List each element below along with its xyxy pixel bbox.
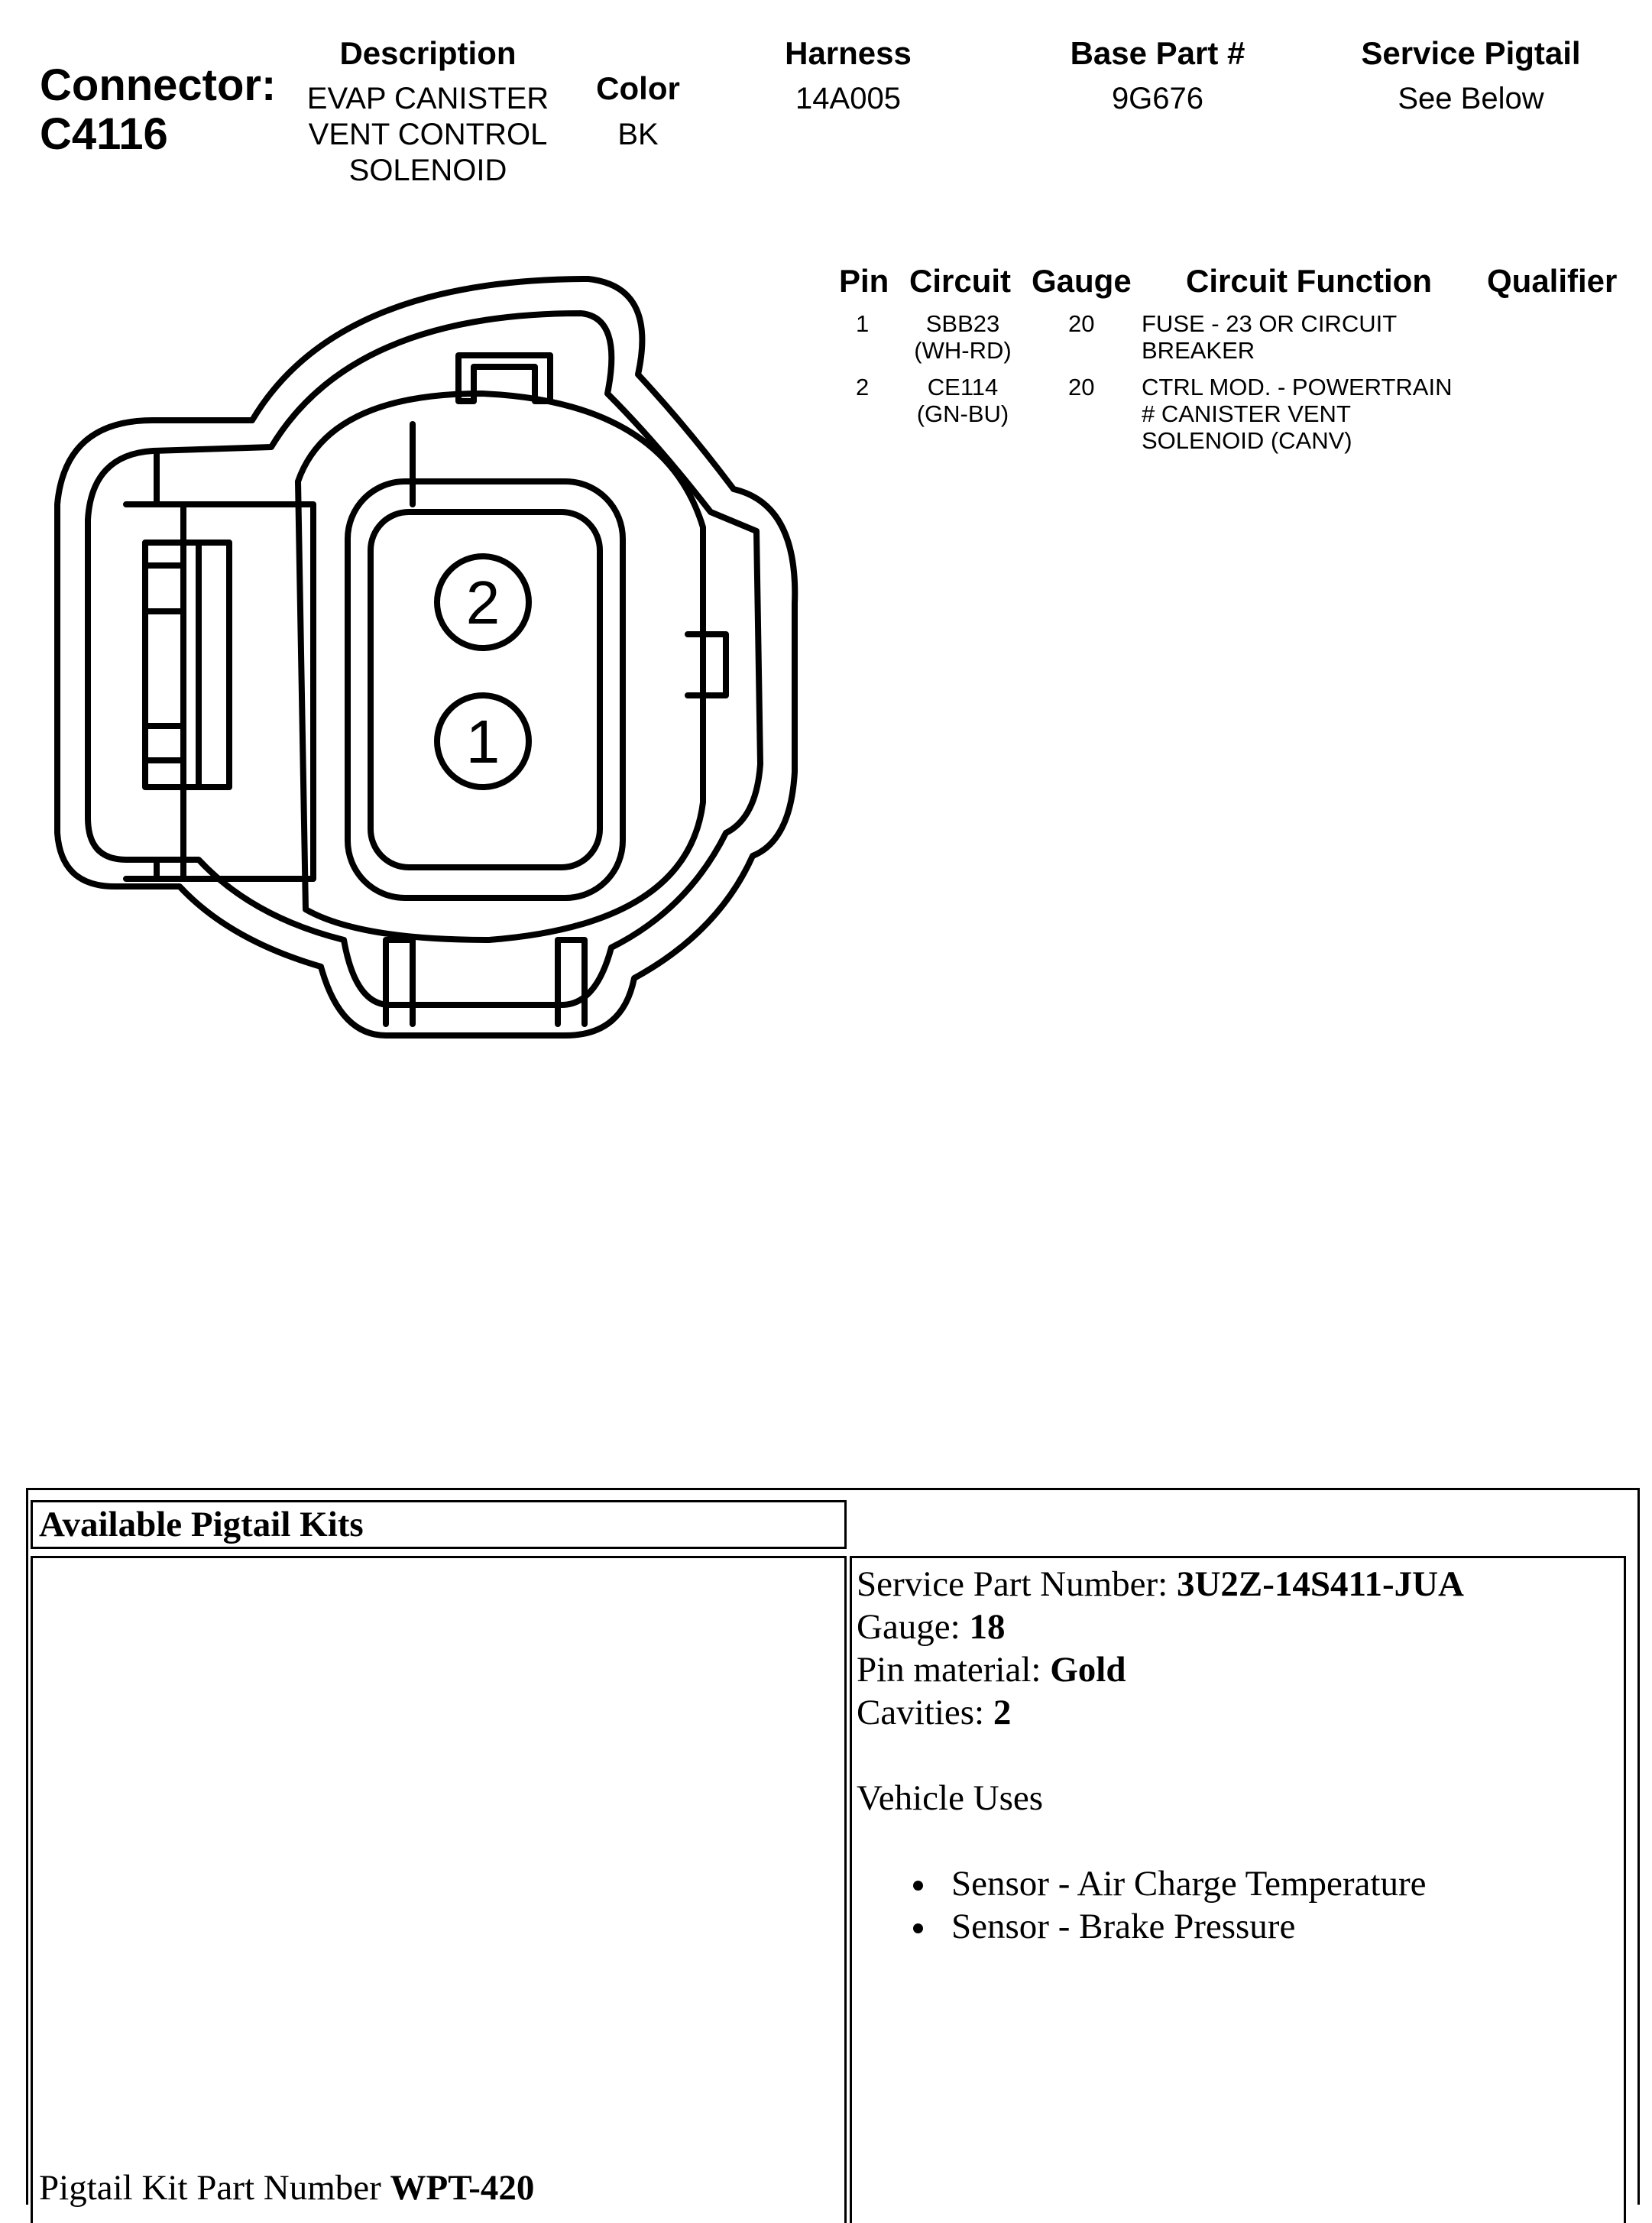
pin-1-label: 1: [465, 708, 500, 776]
housing-inner-outline: [88, 313, 760, 1005]
row2-function-line: # CANISTER VENT: [1142, 400, 1351, 427]
pin-material-value: Gold: [1050, 1650, 1126, 1690]
row2-function-line: CTRL MOD. - POWERTRAIN: [1142, 374, 1453, 400]
pigtail-gauge: [857, 1606, 1624, 1648]
connector-face-diagram: [0, 252, 841, 1077]
description-line: VENT CONTROL: [308, 118, 548, 151]
latch-grip: [145, 543, 229, 787]
pigtail-section-title: Available Pigtail Kits: [39, 1505, 364, 1544]
service-part-label: Service Part Number:: [857, 1564, 1177, 1604]
pigtail-detail-box: [850, 1556, 1626, 2223]
description-line: SOLENOID: [348, 154, 507, 187]
circuit-function-header: Circuit Function: [1186, 263, 1432, 299]
row1-function-line: FUSE - 23 OR CIRCUIT: [1142, 310, 1398, 337]
gauge-header: Gauge: [1032, 263, 1132, 299]
row1-function-line: BREAKER: [1142, 337, 1255, 364]
harness-value: 14A005: [795, 82, 901, 115]
left-latch: [126, 504, 313, 879]
service-part-value: 3U2Z-14S411-JUA: [1176, 1564, 1464, 1604]
list-item: Sensor - Air Charge Temperature: [913, 1862, 1624, 1905]
description-header: Description: [339, 35, 517, 71]
vehicle-uses-list: [913, 1862, 1624, 1948]
cavities-label: Cavities:: [857, 1693, 993, 1732]
pin-2-label: 2: [465, 569, 500, 637]
circuit-header: Circuit: [909, 263, 1012, 299]
harness-header: Harness: [785, 35, 912, 71]
row2-pin: 2: [856, 374, 870, 400]
pin-material: [857, 1648, 1624, 1691]
description-line: EVAP CANISTER: [306, 82, 549, 115]
description-value: [290, 81, 565, 189]
connector-label: Connector:: [40, 60, 277, 110]
row1-pin: 1: [856, 310, 870, 337]
service-pigtail-value: See Below: [1398, 82, 1544, 115]
service-pigtail-header: Service Pigtail: [1361, 35, 1581, 71]
cavities-value: 2: [993, 1693, 1012, 1732]
base-part-header: Base Part #: [1070, 35, 1245, 71]
kit-part-label: Pigtail Kit Part Number: [39, 2168, 390, 2208]
row2-function-line: SOLENOID (CANV): [1142, 427, 1352, 454]
kit-part-number: [39, 2166, 534, 2209]
pigtail-details: [852, 1558, 1624, 1948]
row1-circuit: [902, 310, 1024, 364]
latch-ring: [298, 394, 703, 940]
color-value: BK: [617, 118, 659, 151]
row2-function: [1142, 374, 1452, 454]
row1-circuit-id: SBB23: [925, 310, 1000, 337]
gauge-label: Gauge:: [857, 1607, 970, 1647]
row1-circuit-color: (WH-RD): [914, 337, 1012, 364]
list-item: Sensor - Brake Pressure: [913, 1905, 1624, 1948]
bottom-key: [386, 940, 413, 1024]
vehicle-uses-label: Vehicle Uses: [857, 1778, 1044, 1818]
service-part-number: [857, 1563, 1624, 1606]
row2-gauge: 20: [1068, 374, 1095, 400]
kit-part-value: WPT-420: [390, 2168, 535, 2208]
connector-id: C4116: [40, 109, 168, 159]
pigtail-title-box: [31, 1500, 847, 1549]
pigtail-kit-box: [31, 1556, 847, 2223]
housing-outline: [57, 279, 795, 1035]
qualifier-header: Qualifier: [1487, 263, 1618, 299]
right-tab: [688, 634, 726, 695]
color-header: Color: [596, 70, 680, 106]
connector-title: [40, 61, 276, 159]
row1-function: [1142, 310, 1397, 364]
row2-circuit: [902, 374, 1024, 427]
row1-gauge: 20: [1068, 310, 1095, 337]
bottom-key-right: [558, 940, 585, 1024]
cavities: [857, 1691, 1624, 1734]
cavity-inner: [371, 512, 600, 867]
pin-material-label: Pin material:: [857, 1650, 1051, 1690]
cavity-outer: [348, 481, 623, 898]
gauge-value: 18: [969, 1607, 1006, 1647]
base-part-value: 9G676: [1111, 82, 1204, 115]
row2-circuit-id: CE114: [927, 374, 999, 400]
pin-header: Pin: [839, 263, 889, 299]
row2-circuit-color: (GN-BU): [916, 400, 1009, 427]
